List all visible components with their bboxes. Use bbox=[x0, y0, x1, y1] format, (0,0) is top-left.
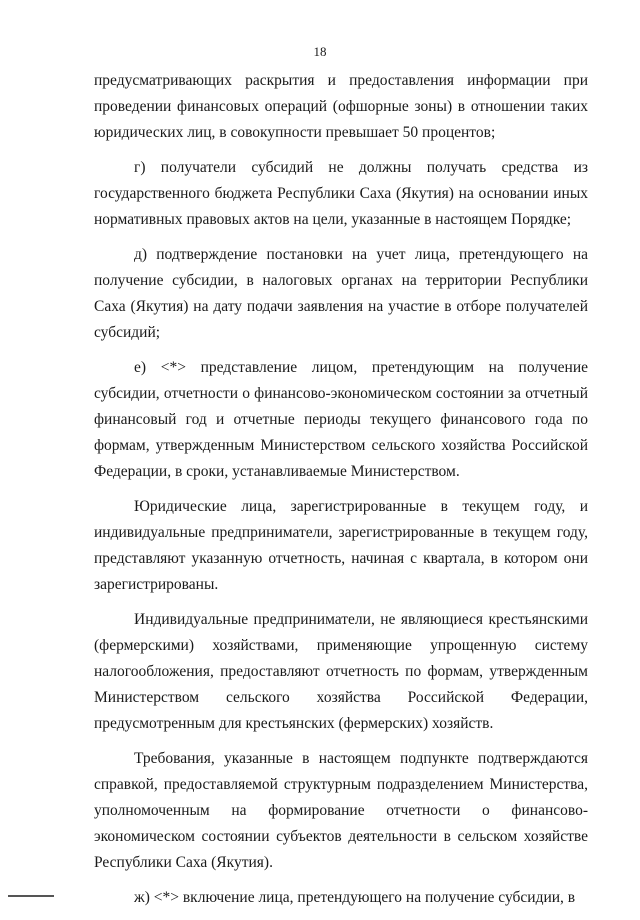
scan-edge-mark bbox=[8, 895, 54, 897]
paragraph-requirements: Требования, указанные в настоящем подпункте подтверждаются справкой, предоставляемой структурным подразделением Министерства, уполномоченным на формирование отчетности о финансово-экономическом состоянии субъектов деятельности в сельском хозяйстве Республики Саха (Якутия). bbox=[94, 750, 588, 871]
paragraph-individual-entrepreneurs: Индивидуальные предприниматели, не являющиеся крестьянскими (фермерскими) хозяйствами, применяющие упрощенную систему налогообложения, предоставляют отчетность по формам, утвержденным Министерством сельского хозяйства Российской Федерации, предусмотренным для крестьянских (фермерских) хозяйств. bbox=[94, 611, 588, 732]
list-item-g: г) получатели субсидий не должны получать средства из государственного бюджета Республики Саха (Якутия) на основании иных нормативных правовых актов на цели, указанные в настоящем Порядке; bbox=[94, 159, 588, 228]
paragraph-legal-entities: Юридические лица, зарегистрированные в текущем году, и индивидуальные предприниматели, зарегистрированные в текущем году, представляют указанную отчетность, начиная с квартала, в котором они зарегистрированы. bbox=[94, 498, 588, 593]
document-body bbox=[94, 68, 588, 920]
paragraph-continuation: предусматривающих раскрытия и предоставления информации при проведении финансовых операций (офшорные зоны) в отношении таких юридических лиц, в совокупности превышает 50 процентов; bbox=[94, 72, 588, 141]
list-item-e: е) <*> представление лицом, претендующим на получение субсидии, отчетности о финансово-экономическом состоянии за отчетный финансовый год и отчетные периоды текущего финансового года по формам, утвержденным Министерством сельского хозяйства Российской Федерации, в сроки, устанавливаемые Министерством. bbox=[94, 359, 588, 480]
list-item-zh: ж) <*> включение лица, претендующего на получение субсидии, в bbox=[134, 889, 576, 906]
list-item-d: д) подтверждение постановки на учет лица, претендующего на получение субсидии, в налоговых органах на территории Республики Саха (Якутия) на дату подачи заявления на участие в отборе получателей субсидий; bbox=[94, 246, 588, 341]
page-number: 18 bbox=[313, 44, 327, 59]
